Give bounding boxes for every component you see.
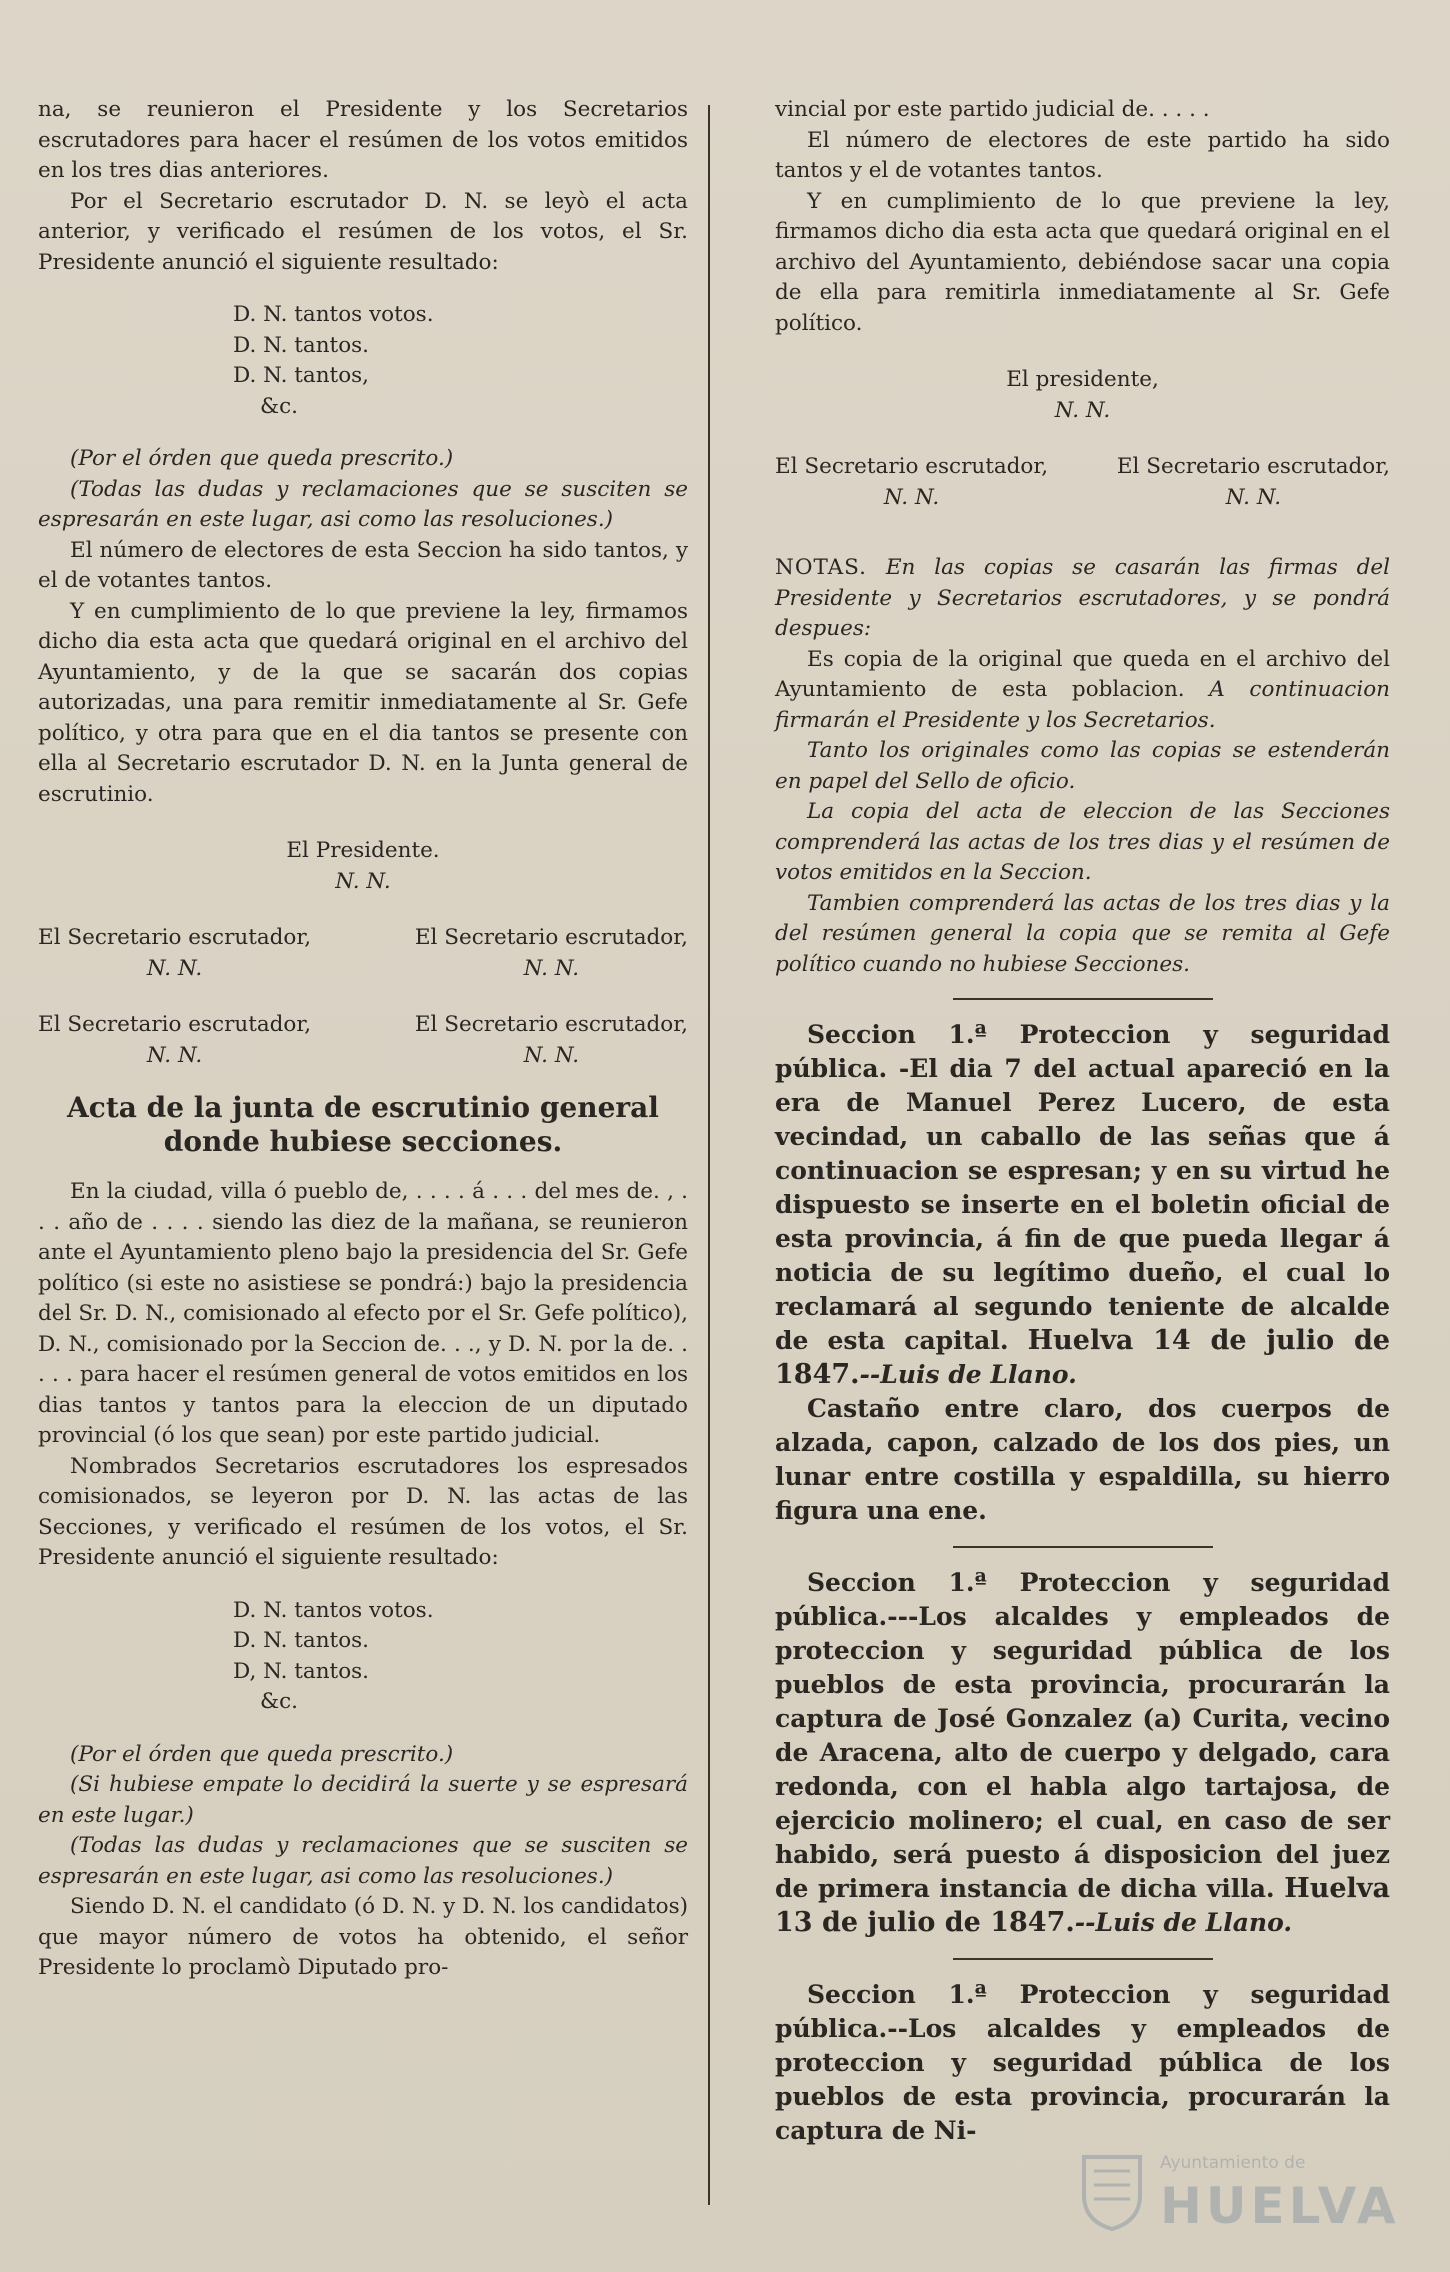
signature-name: N. N.: [1054, 397, 1111, 423]
separator-rule: [953, 1958, 1213, 1960]
vote-line: D. N. tantos.: [233, 1628, 370, 1653]
paragraph: vincial por este partido judicial de. . . . .: [775, 97, 1210, 122]
notice-date: Huelva 13 de julio de 1847.: [775, 1873, 1390, 1938]
signature-name: N. N.: [1225, 484, 1282, 510]
note-paragraph: La copia del acta de eleccion de las Secciones comprenderá las actas de los tres dias y el resúmen de votos emitidos en la Seccion.: [775, 799, 1390, 885]
italic-note: (Por el órden que queda prescrito.): [70, 1741, 454, 1767]
signature-name: N. N.: [146, 955, 203, 981]
secretaries-signatures: [775, 452, 1390, 513]
watermark-city: HUELVA: [1160, 2177, 1400, 2235]
notice-text: Seccion 1.ª Proteccion y seguridad pública.---Los alcaldes y empleados de proteccion y seguridad pública de los pueblos de esta provincia, procurarán la captura de José Gonzalez (a) Curita, vecino de Aracena, alto de cuerpo y delgado, cara redonda, con el habla algo tartajosa, de ejercicio molinero; el cual, en caso de ser habido, será puesto á disposicion del juez de primera instancia de dicha villa.: [775, 1568, 1390, 1903]
etc-mark: &c.: [260, 393, 299, 419]
paragraph: Y en cumplimiento de lo que previene la ley, firmamos dicho dia esta acta que quedará original en el archivo del Ayuntamiento, debiéndose sacar una copia de ella para remitirla inmediatamente al Sr. Gefe político.: [775, 188, 1390, 336]
note-text: En las copias se casarán las firmas del Presidente y Secretarios escrutadores, y se pondrá despues:: [775, 555, 1390, 641]
signature-label: El Secretario escrutador,: [38, 1012, 312, 1037]
paragraph: Siendo D. N. el candidato (ó D. N. y D. N. los candidatos) que mayor número de votos ha obtenido, el señor Presidente lo proclamò Diputado pro-: [38, 1894, 688, 1980]
vote-line: D. N. tantos,: [233, 363, 370, 388]
vote-results: [38, 300, 688, 422]
secretary-signature: [1117, 452, 1390, 513]
note-text: A continuacion firmarán el Presidente y los Secretarios.: [775, 677, 1390, 733]
note-text: Es copia de la original que queda en el archivo del Ayuntamiento de esta poblacion.: [775, 646, 1390, 702]
watermark-logo: [1080, 2147, 1400, 2242]
notice-text: Seccion 1.ª Proteccion y seguridad pública. -El dia 7 del actual apareció en la era de Manuel Perez Lucero, de esta vecindad, un caballo de las señas que á continuacion se espresan; y en su virtud he dispuesto se inserte en el boletin oficial de esta provincia, á fin de que pueda llegar á noticia de su legítimo dueño, el cual lo reclamará al segundo teniente de alcalde de esta capital.: [775, 1020, 1390, 1355]
notice-paragraph: [775, 1566, 1390, 1940]
signature-label: El Secretario escrutador,: [38, 925, 312, 950]
president-signature: [775, 365, 1390, 426]
notice-date: Huelva 14 de julio de 1847.: [775, 1325, 1391, 1390]
notice-signature: --Luis de Llano.: [1074, 1908, 1293, 1937]
notes-label: NOTAS.: [775, 555, 867, 580]
signature-label: El Secretario escrutador,: [775, 454, 1049, 479]
notice-paragraph: [775, 1018, 1390, 1392]
signature-label: El Secretario escrutador,: [1116, 454, 1390, 479]
secretaries-signatures: [38, 923, 688, 984]
note-paragraph: Tambien comprenderá las actas de los tres dias y la del resúmen general la copia que se remita al Gefe político cuando no hubiese Secciones.: [775, 890, 1390, 977]
paragraph: Nombrados Secretarios escrutadores los espresados comisionados, se leyeron por D. N. las actas de las Secciones, y verificado el resúmen de los votos, el Sr. Presidente anunció el siguiente resultado:: [38, 1453, 688, 1570]
watermark-text: Ayuntamiento de: [1160, 2153, 1306, 2173]
right-column: [775, 95, 1390, 2148]
vote-results: [38, 1596, 688, 1718]
secretary-signature: [38, 1010, 311, 1071]
signature-name: N. N.: [146, 1042, 203, 1068]
column-divider: [708, 105, 710, 2205]
section-heading: Acta de la junta de escrutinio general donde hubiese secciones.: [67, 1091, 659, 1158]
signature-label: El presidente,: [1006, 367, 1159, 392]
signature-name: N. N.: [335, 868, 391, 894]
italic-note: (Si hubiese empate lo decidirá la suerte y se espresará en este lugar.): [38, 1772, 688, 1828]
paragraph: En la ciudad, villa ó pueblo de, . . . . á . . . del mes de. , . . . año de . . . . siendo las diez de la mañana, se reunieron ante el Ayuntamiento pleno bajo la presidencia del Sr. Gefe político (si este no asistiese se pondrá:) bajo la presidencia del Sr. D. N., comisionado al efecto por el Sr. Gefe político), D. N., comisionado por la Seccion de. . ., y D. N. por la de. . . . . para hacer el resúmen general de votos emitidos en los dias tantos y tantos para la eleccion de un diputado provincial (ó los que sean) por este partido judicial.: [38, 1179, 688, 1448]
signature-label: El Secretario escrutador,: [414, 1012, 688, 1037]
notice-capture: [775, 1566, 1390, 1940]
secretary-signature: [415, 1010, 688, 1071]
separator-rule: [953, 1546, 1213, 1548]
paragraph: El número de electores de este partido ha sido tantos y el de votantes tantos.: [775, 127, 1390, 183]
italic-note: (Por el órden que queda prescrito.): [70, 446, 454, 471]
signature-label: El Secretario escrutador,: [414, 925, 688, 950]
signature-name: N. N.: [523, 955, 580, 981]
vote-line: D. N. tantos votos.: [233, 302, 434, 327]
notice-paragraph: Seccion 1.ª Proteccion y seguridad pública.--Los alcaldes y empleados de proteccion y seguridad pública de los pueblos de esta provincia, procurarán la captura de Ni-: [775, 1980, 1390, 2145]
separator-rule: [953, 998, 1213, 1000]
vote-line: D, N. tantos.: [233, 1658, 370, 1684]
vote-line: D. N. tantos votos.: [233, 1597, 434, 1623]
signature-label: El Presidente.: [286, 838, 440, 863]
secretary-signature: [775, 452, 1048, 513]
note-paragraph: [775, 645, 1390, 737]
paragraph: Por el Secretario escrutador D. N. se leyò el acta anterior, y verificado el resúmen de los votos, el Sr. Presidente anunció el siguiente resultado:: [38, 188, 688, 275]
signature-name: N. N.: [523, 1042, 580, 1068]
secretary-signature: [415, 923, 688, 984]
notes-block: [775, 553, 1390, 645]
notice-paragraph: Castaño entre claro, dos cuerpos de alzada, capon, calzado de los dos pies, un lunar entre costilla y espaldilla, su hierro figura una ene.: [775, 1394, 1390, 1525]
vote-line: D. N. tantos.: [233, 332, 370, 358]
paragraph: Y en cumplimiento de lo que previene la ley, firmamos dicho dia esta acta que quedará original en el archivo del Ayuntamiento, y de la que se sacarán dos copias autorizadas, una para remitir inmediatamente al Sr. Gefe político, y otra para que en el dia tantos se presente con ella al Secretario escrutador D. N. en la Junta general de escrutinio.: [38, 598, 688, 807]
paragraph: El número de electores de esta Seccion ha sido tantos, y el de votantes tantos.: [38, 537, 688, 593]
secretaries-signatures: [38, 1010, 688, 1071]
italic-note: (Todas las dudas y reclamaciones que se susciten se espresarán en este lugar, asi como las resoluciones.): [38, 476, 688, 532]
paragraph: na, se reunieron el Presidente y los Secretarios escrutadores para hacer el resúmen de los votos emitidos en los tres dias anteriores.: [38, 97, 688, 183]
president-signature: [38, 836, 688, 897]
notice-capture-2: [775, 1978, 1390, 2148]
note-paragraph: Tanto los originales como las copias se estenderán en papel del Sello de oficio.: [775, 738, 1390, 794]
etc-mark: &c.: [260, 1689, 299, 1714]
italic-note: (Todas las dudas y reclamaciones que se susciten se espresarán en este lugar, asi como las resoluciones.): [38, 1833, 688, 1889]
notice-horse: [775, 1018, 1390, 1528]
left-column: [38, 95, 688, 1984]
secretary-signature: [38, 923, 311, 984]
shield-icon: [1080, 2151, 1144, 2231]
notice-signature: --Luis de Llano.: [859, 1360, 1077, 1389]
signature-name: N. N.: [883, 484, 940, 510]
